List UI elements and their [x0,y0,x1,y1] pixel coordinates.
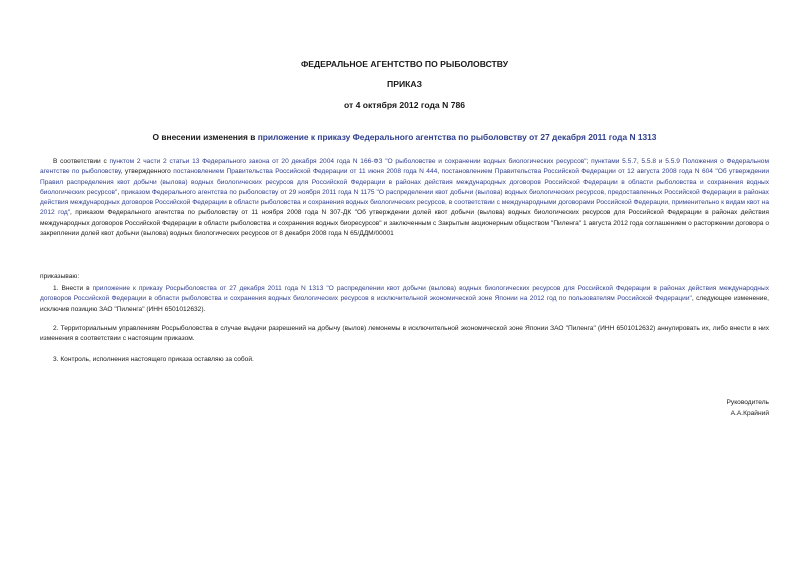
order-item-1 [40,284,769,315]
order-item-3: 3. Контроль, исполнения настоящего приказа оставляю за собой. [53,356,254,363]
item1-text-1: 1. Внести в [53,285,93,292]
doc-type-heading: ПРИКАЗ [387,79,422,89]
law-link[interactable]: пунктом 2 части 2 статьи 13 Федерального закона от 20 декабря 2004 года N 166-ФЗ "О рыболовстве и сохранении водных биологических ресурсов" [109,158,587,165]
date-number-heading: от 4 октября 2012 года N 786 [343,100,466,110]
title-link[interactable]: приложение к приказу Федерального агентства по рыболовству от 27 декабря 2011 года N 1313 [257,132,657,142]
intro-text-3: , утвержденного [120,168,174,176]
decree-444-link[interactable]: постановлением Правительства Российской Федерации от 11 июня 2008 года N 444 [173,168,438,176]
intro-text-6: , приказом Федерального агентства по рыболовству от 11 ноября 2008 года N 307-ДК "Об утверждении долей квот добычи (вылова) водных биологических ресурсов для Российской Федерации в районах действия международных договоров Российской Федерации в области рыболовства и сохранения водных биоресурсов" и заключенным с Закрытым акционерным обществом "Пиленга" 1 августа 2012 года соглашением о расторжении договора о закреплении долей квот добычи (вылова) водных биологических ресурсов от 8 декабря 2008 года N 65/ДДМ/00001 [40,209,769,238]
intro-text-4: , [437,168,442,176]
signature-name: А.А.Крайний [730,410,769,417]
regulation-link[interactable]: пунктами 5.5.7, 5.5.8 и 5.5.9 Положения о Федеральном агентстве по рыболовству [40,158,769,176]
intro-text-1: В соответствии с [53,158,110,165]
decree-604-link[interactable]: постановлением Правительства Российской Федерации от 12 августа 2008 года N 604 "Об утверждении Правил распределения квот добычи (вылова) водных биологических ресурсов для Российской Федерации в районах действия международных договоров Российской Федерации в области рыболовства и сохранения водных биологических ресурсов" [40,168,770,196]
document-title [40,132,769,142]
agency-heading: ФЕДЕРАЛЬНОЕ АГЕНТСТВО ПО РЫБОЛОВСТВУ [300,59,509,69]
intro-paragraph [40,157,769,239]
order-1175-link[interactable]: приказом Федерального агентства по рыболовству от 29 ноября 2011 года N 1175 "О распределении квот добычи (вылова) водных биологических ресурсов, предоставленных Российской Федерации в районах действия международных договоров Российской Федерации в области рыболовства и сохранения водных биологических ресурсов, в соответствии с международными договорами Российской Федерации, применительно к видам квот на 2012 год" [40,188,769,217]
signature-position: Руководитель [726,399,769,406]
intro-text-5: , [117,188,122,196]
title-prefix: О внесении изменения в [152,132,258,142]
item1-text-2: , следующее изменение, исключив позицию ЗАО "Пиленга" (ИНН 6501012632). [40,295,769,313]
ordered-label: приказываю: [40,273,80,280]
appendix-link[interactable]: приложение к приказу Росрыболовства от 27 декабря 2011 года N 1313 "О распределении квот добычи (вылова) водных биологических ресурсов для Российской Федерации в районах действия международных договоров Российской Федерации в области рыболовства и сохранения водных биологических ресурсов в исключительной экономической зоне Японии на 2012 год по пользователям Российской Федерации" [40,285,769,303]
order-item-2: 2. Территориальным управлениям Росрыболовства в случае выдачи разрешений на добычу (вылов) лемонемы в исключительной экономической зоне Японии ЗАО "Пиленга" (ИНН 6501012632) аннулировать их, либо внести в них изменения в соответствии с настоящим приказом. [40,325,769,343]
intro-text-2: ; [586,158,592,165]
